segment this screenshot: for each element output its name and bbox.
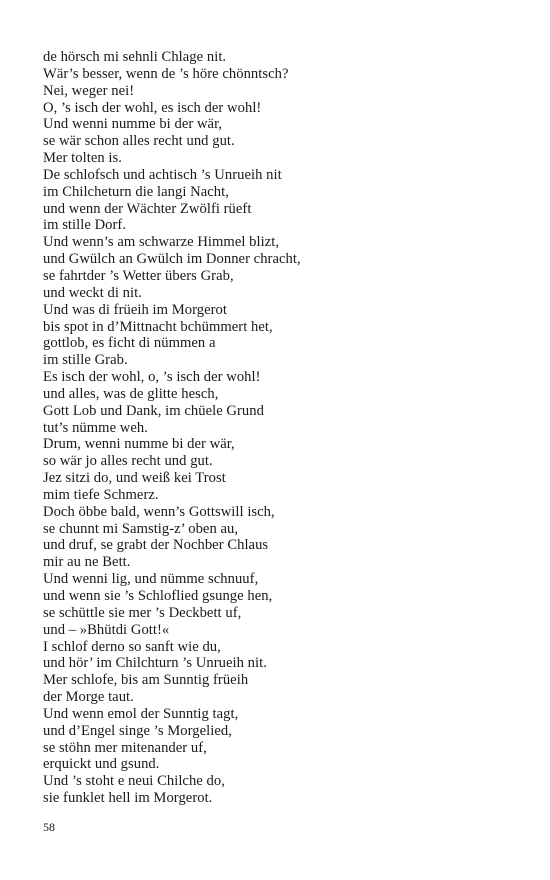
poem-line: Und was di früeih im Morgerot	[43, 301, 227, 318]
poem-line: so wär jo alles recht und gut.	[43, 453, 213, 470]
poem-line: Mer tolten is.	[43, 150, 122, 167]
poem-line: Und wenn’s am schwarze Himmel blizt,	[43, 234, 280, 251]
poem-line: und hör’ im Chilchturn ’s Unrueih nit.	[43, 655, 267, 672]
poem-line: Doch öbbe bald, wenn’s Gottswill isch,	[43, 503, 275, 520]
poem-line: O, ’s isch der wohl, es isch der wohl!	[43, 99, 262, 116]
poem-line: Mer schlofe, bis am Sunntig früeih	[43, 672, 249, 689]
poem-line: mim tiefe Schmerz.	[43, 486, 159, 503]
poem-line: Gott Lob und Dank, im chüele Grund	[43, 402, 264, 419]
poem-line: se schüttle sie mer ’s Deckbett uf,	[43, 604, 242, 621]
poem-line: gottlob, es ficht di nümmen a	[43, 335, 216, 352]
poem-line: im stille Dorf.	[43, 217, 127, 234]
poem-line: Nei, weger nei!	[43, 82, 135, 99]
poem-line: der Morge taut.	[43, 689, 134, 706]
poem-line: im stille Grab.	[43, 352, 128, 369]
poem-line: se fahrtder ’s Wetter übers Grab,	[43, 267, 234, 284]
poem-line: Wär’s besser, wenn de ’s höre chönntsch?	[43, 65, 289, 82]
poem-line: und alles, was de glitte hesch,	[43, 385, 219, 402]
poem-line: bis spot in d’Mittnacht bchümmert het,	[43, 318, 273, 335]
poem-line: tut’s nümme weh.	[43, 419, 148, 436]
poem-line: Es isch der wohl, o, ’s isch der wohl!	[43, 369, 261, 386]
poem-line: Und wenn emol der Sunntig tagt,	[43, 705, 239, 722]
poem-line: de hörsch mi sehnli Chlage nit.	[43, 49, 227, 65]
poem-line: De schlofsch und achtisch ’s Unrueih nit	[43, 166, 282, 183]
poem-line: und druf, se grabt der Nochber Chlaus	[43, 537, 269, 554]
poem-line: und – »Bhütdi Gott!«	[43, 621, 170, 638]
poem-line: Jez sitzi do, und weiß kei Trost	[43, 470, 226, 487]
poem-line: Drum, wenni numme bi der wär,	[43, 436, 235, 453]
poem-line: und weckt di nit.	[43, 284, 142, 301]
poem-line: und wenn der Wächter Zwölfi rüeft	[43, 200, 252, 217]
poem-line: Und wenni numme bi der wär,	[43, 116, 223, 133]
poem-line: se stöhn mer mitenander uf,	[43, 739, 207, 756]
poem-line: und wenn sie ’s Schloflied gsunge hen,	[43, 588, 273, 604]
poem-line: Und ’s stoht e neui Chilche do,	[43, 773, 225, 790]
poem-line: I schlof derno so sanft wie du,	[43, 638, 221, 655]
poem-line: und Gwülch an Gwülch im Donner chracht,	[43, 251, 301, 268]
poem-line: se wär schon alles recht und gut.	[43, 133, 235, 150]
poem-line: erquickt und gsund.	[43, 756, 160, 773]
poem-line: mir au ne Bett.	[43, 554, 131, 571]
page-number: 58	[43, 820, 55, 834]
poem-line: Und wenni lig, und nümme schnuuf,	[43, 571, 259, 588]
poem-line: und d’Engel singe ’s Morgelied,	[43, 722, 232, 739]
poem-line: se chunnt mi Samstig-z’ oben au,	[43, 520, 239, 537]
poem-text	[43, 49, 523, 807]
poem-line: im Chilcheturn die langi Nacht,	[43, 183, 229, 200]
poem-line: sie funklet hell im Morgerot.	[43, 790, 213, 807]
